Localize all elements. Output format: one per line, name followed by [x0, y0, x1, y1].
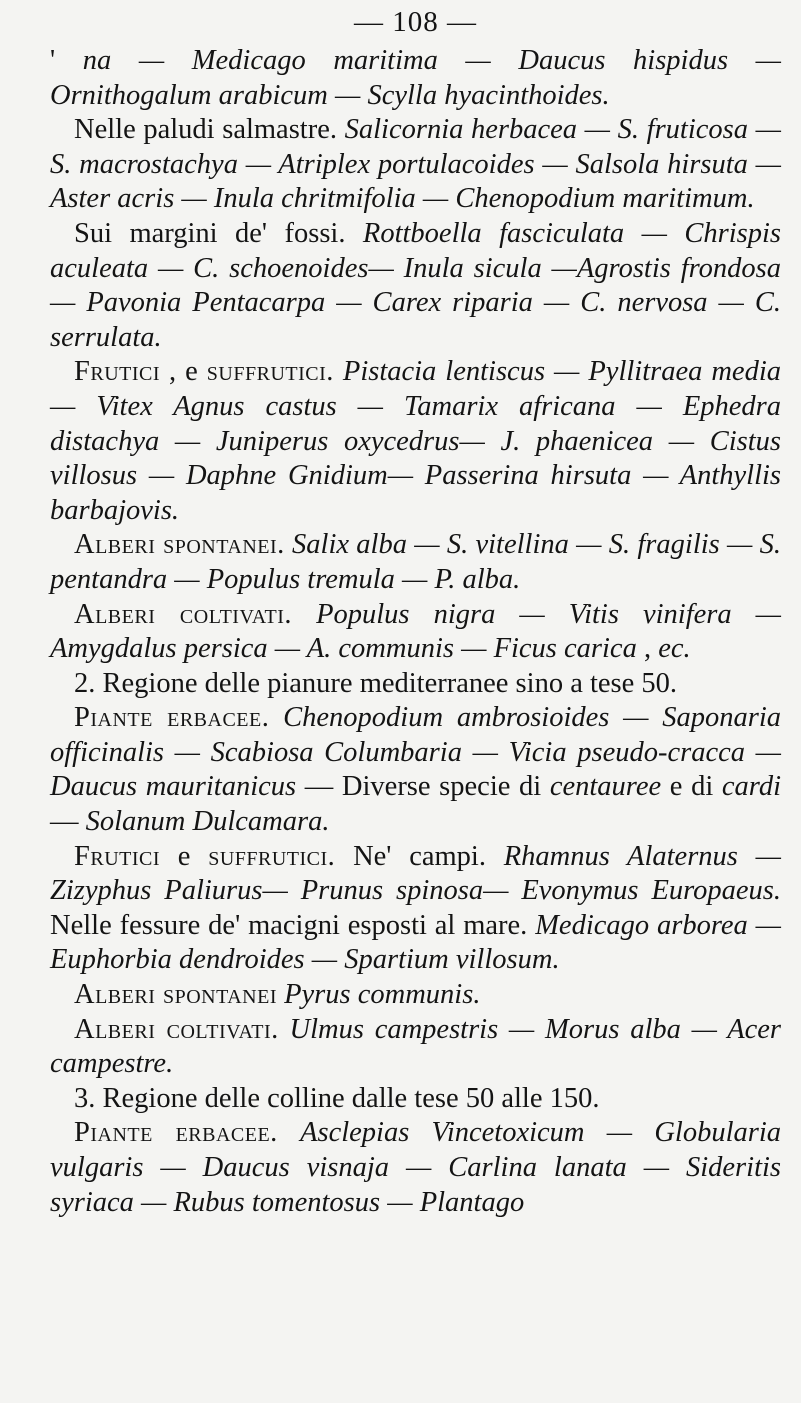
italic-text: centauree — [549, 771, 662, 803]
paragraph — [50, 1013, 781, 1082]
italic-text: Salix alba — S. vitellina — S. fragilis — S. pentandra — Populus tremula — P. alba. — [50, 529, 781, 595]
italic-text: Chenopodium ambrosioides — Saponaria officinalis — Scabiosa Columbaria — Vicia pseudo-cracca — Daucus mauritanicus — [50, 702, 782, 803]
text-run: Sui margini de' fossi. — [74, 217, 363, 249]
text-run: , — [636, 633, 659, 665]
text-run — [269, 702, 283, 733]
paragraph — [50, 217, 781, 355]
text-run — [279, 1014, 290, 1045]
text-run: — Diverse specie di — [296, 771, 550, 803]
paragraph — [50, 113, 781, 217]
text-run — [334, 356, 343, 387]
italic-text: Rottboella fasciculata — Chrispis aculeata — C. schoenoides— Inula sicula —Agrostis frondosa — Pavonia Pentacarpa — Carex riparia — C. nervosa — C. serrulata. — [50, 217, 781, 353]
small-caps-heading: Alberi spontanei. — [74, 529, 285, 561]
italic-text: na — Medicago maritima — Daucus hispidus — Ornithogalum arabicum — Scylla hyacinthoides. — [50, 45, 781, 111]
paragraph — [50, 1116, 781, 1220]
text-run: Nelle fessure de' macigni esposti al mare. — [50, 909, 536, 941]
small-caps-heading: Alberi spontanei — [74, 979, 277, 1011]
page-body — [50, 44, 781, 1220]
small-caps-heading: Piante erbacee. — [74, 702, 270, 734]
text-run — [292, 599, 316, 630]
italic-text: Solanum Dulcamara. — [85, 806, 330, 838]
small-caps-heading: Frutici — [74, 356, 161, 388]
paragraph — [50, 667, 781, 702]
paragraph — [50, 978, 781, 1013]
small-caps-heading: Piante erbacee. — [74, 1117, 278, 1149]
small-caps-heading: suffrutici. — [206, 356, 334, 388]
text-run: Nelle paludi salmastre. — [74, 114, 345, 146]
paragraph — [50, 840, 781, 978]
text-run: ' — [50, 45, 83, 76]
paragraph — [50, 44, 781, 113]
text-run: Ne' campi. — [335, 840, 504, 872]
paragraph — [50, 701, 781, 839]
italic-text: Pyrus communis. — [284, 979, 481, 1011]
text-run: — — [50, 806, 86, 838]
text-run — [278, 1117, 300, 1148]
text-run: 3. Regione delle colline dalle tese 50 alle 150. — [74, 1082, 600, 1114]
italic-text: ec. — [658, 633, 691, 665]
small-caps-heading: Frutici — [74, 840, 161, 872]
text-run — [285, 529, 292, 560]
italic-text: Populus nigra — Vitis vinifera — Amygdalus persica — A. communis — Ficus carica — [50, 598, 781, 665]
paragraph — [50, 1082, 781, 1117]
text-run: e — [160, 840, 209, 872]
text-run: , e — [160, 356, 207, 388]
small-caps-heading: Alberi coltivati. — [74, 598, 293, 630]
italic-text: Pistacia lentiscus — Pyllitraea media — Vitex Agnus castus — Tamarix africana — Ephedra distachya — Juniperus oxycedrus— J. phaenicea — Cistus villosus — Daphne Gnidium— Passerina hirsuta — Anthyllis barbajovis. — [50, 356, 782, 526]
italic-text: Medicago arborea — Euphorbia dendroides — Spartium villosum. — [50, 909, 782, 976]
italic-text: Salicornia herbacea — S. fruticosa — S. macrostachya — Atriplex portulacoides — Salsola hirsuta — Aster acris — Inula chritmifolia — Chenopodium maritimum. — [50, 114, 781, 215]
small-caps-heading: Alberi coltivati. — [74, 1013, 279, 1045]
paragraph — [50, 528, 781, 597]
italic-text: Asclepias Vincetoxicum — Globularia vulgaris — Daucus visnaja — Carlina lanata — Sideritis syriaca — Rubus tomentosus — Plantago — [50, 1117, 781, 1218]
italic-text: cardi — [721, 771, 781, 803]
text-run: 2. Regione delle pianure mediterranee sino a tese 50. — [74, 667, 678, 699]
italic-text: Ulmus campestris — Morus alba — Acer campestre. — [50, 1013, 781, 1080]
paragraph — [50, 598, 781, 667]
page-number: — 108 — — [354, 6, 477, 38]
paragraph — [50, 355, 781, 528]
italic-text: Rhamnus Alaternus — Zizyphus Paliurus— Prunus spinosa— Evonymus Europaeus. — [50, 840, 781, 907]
text-run: e di — [661, 771, 722, 803]
small-caps-heading: suffrutici. — [208, 840, 336, 872]
